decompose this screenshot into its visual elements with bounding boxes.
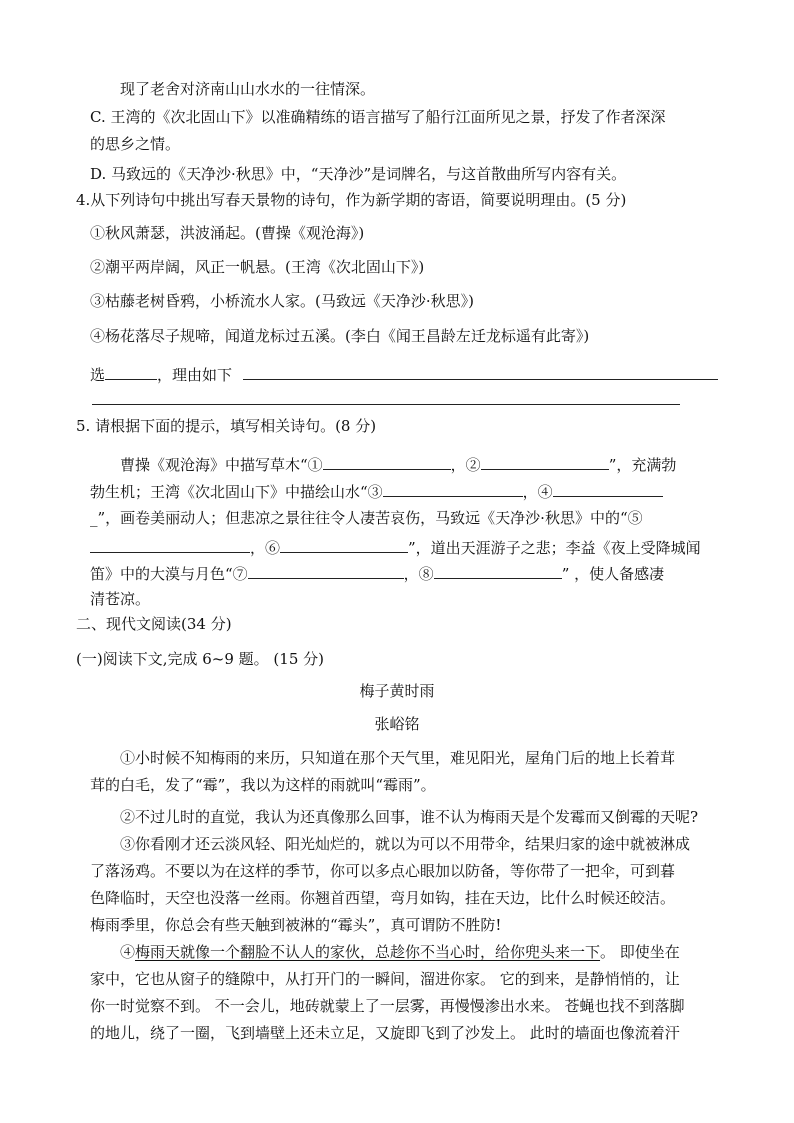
q5-text: 笛》中的大漠与月色“⑦ [90,565,248,583]
q4-option-1: ①秋风萧瑟，洪波涌起。(曹操《观沧海》) [90,224,365,242]
q4-reason-blank-2[interactable] [92,404,680,405]
q5-text: ”，充满勃 [608,456,677,474]
q5-line-6: 清苍凉。 [90,590,151,608]
q5-text: ，② [450,456,481,474]
q5-text: ，⑧ [403,565,434,583]
paragraph-4-line-3: 你一时觉察不到。 不一会儿，地砖就蒙上了一层雾，再慢慢渗出水来。 苍蝇也找不到落脚 [90,997,685,1015]
paragraph-1-line-1: ①小时候不知梅雨的来历，只知道在那个天气里，难见阳光，屋角门后的地上长着茸 [120,749,676,767]
paragraph-4-number: ④ [120,943,136,961]
q4-reason-blank-1[interactable] [243,379,718,380]
q4-stem: 4.从下列诗句中挑出写春天景物的诗句，作为新学期的寄语，简要说明理由。(5 分) [76,191,627,209]
paragraph-4-line-2: 家中，它也从窗子的缝隙中，从打开门的一瞬间，溜进你家。 它的到来，是静悄悄的，让 [90,970,680,988]
q5-line-2 [90,479,663,501]
q5-blank-2[interactable] [481,452,609,470]
q4-answer-mid: ，理由如下 [157,366,233,384]
paragraph-3-line-3: 色降临时，天空也没落一丝雨。你翘首西望，弯月如钩，挂在天边，比什么时候还皎洁。 [90,889,676,907]
q5-blank-3[interactable] [383,479,523,497]
q5-blank-7[interactable] [248,561,404,579]
paragraph-1-line-2: 茸的白毛，发了“霉”，我以为这样的雨就叫“霉雨”。 [90,776,436,794]
q5-line-5 [90,561,664,583]
q5-text: ，⑥ [250,539,281,557]
q5-text: 曹操《观沧海》中描写草木“① [120,456,323,474]
q3-option-d: D. 马致远的《天净沙·秋思》中，“天净沙”是词牌名，与这首散曲所写内容有关。 [90,165,627,183]
paragraph-2-line-1: ②不过儿时的直觉，我认为还真像那么回事，谁不认为梅雨天是个发霉而又倒霉的天呢? [120,808,699,826]
section-heading: 二、现代文阅读(34 分) [76,615,232,633]
q5-line-1 [120,452,676,474]
q5-line-3: _”，画卷美丽动人；但悲凉之景往往令人凄苦哀伤，马致远《天净沙·秋思》中的“⑤ [90,509,643,527]
q3-option-c-line1: C. 王湾的《次北固山下》以准确精练的语言描写了船行江面所见之景，抒发了作者深深 [90,108,666,126]
q5-blank-5[interactable] [90,535,250,553]
q5-stem: 5. 请根据下面的提示，填写相关诗句。(8 分) [76,417,377,435]
q4-answer-line [90,362,232,384]
q3-option-c-line2: 的思乡之情。 [90,135,181,153]
reading-instruction: (一)阅读下文,完成 6~9 题。 (15 分) [76,650,324,668]
q4-option-3: ③枯藤老树昏鸦，小桥流水人家。(马致远《天净沙·秋思》) [90,292,474,310]
paragraph-3-line-1: ③你看刚才还云淡风轻、阳光灿烂的，就以为可以不用带伞，结果归家的途中就被淋成 [120,835,691,853]
q5-text: ”，道出天涯游子之悲；李益《夜上受降城闻 [408,539,701,557]
q5-blank-8[interactable] [434,561,562,579]
q4-option-2: ②潮平两岸阔，风正一帆悬。(王湾《次北固山下》) [90,258,425,276]
q5-blank-6[interactable] [280,535,408,553]
q4-choice-blank[interactable] [105,362,157,380]
paragraph-4-line-4: 的地儿，绕了一圈，飞到墙壁上还未立足，又旋即飞到了沙发上。 此时的墙面也像流着汗 [90,1024,680,1042]
article-title: 梅子黄时雨 [359,682,435,700]
q5-line-4 [90,535,701,557]
q3-option-b-tail: 现了老舍对济南山山水水的一往情深。 [120,80,376,98]
q5-text: ，④ [522,483,553,501]
q4-answer-prefix: 选 [90,366,106,384]
q5-text: ” ，使人备感凄 [561,565,665,583]
q5-blank-4[interactable] [553,479,663,497]
q5-text: 勃生机；王湾《次北固山下》中描绘山水“③ [90,483,383,501]
q4-option-4: ④杨花落尽子规啼，闻道龙标过五溪。(李白《闻王昌龄左迁龙标遥有此寄》) [90,327,590,345]
article-author: 张峪铭 [374,715,420,733]
q5-blank-1[interactable] [323,452,451,470]
paragraph-4-line-1 [120,941,680,963]
paragraph-4-line-1-rest: 。 即使坐在 [600,943,680,961]
paragraph-3-line-4: 梅雨季里，你总会有些天触到被淋的“霉头”，真可谓防不胜防! [90,916,502,934]
paragraph-3-line-2: 了落汤鸡。不要以为在这样的季节，你可以多点心眼加以防备，等你带了一把伞，可到暮 [90,862,676,880]
underlined-sentence: 梅雨天就像一个翻脸不认人的家伙，总趁你不当心时，给你兜头来一下 [135,943,601,961]
